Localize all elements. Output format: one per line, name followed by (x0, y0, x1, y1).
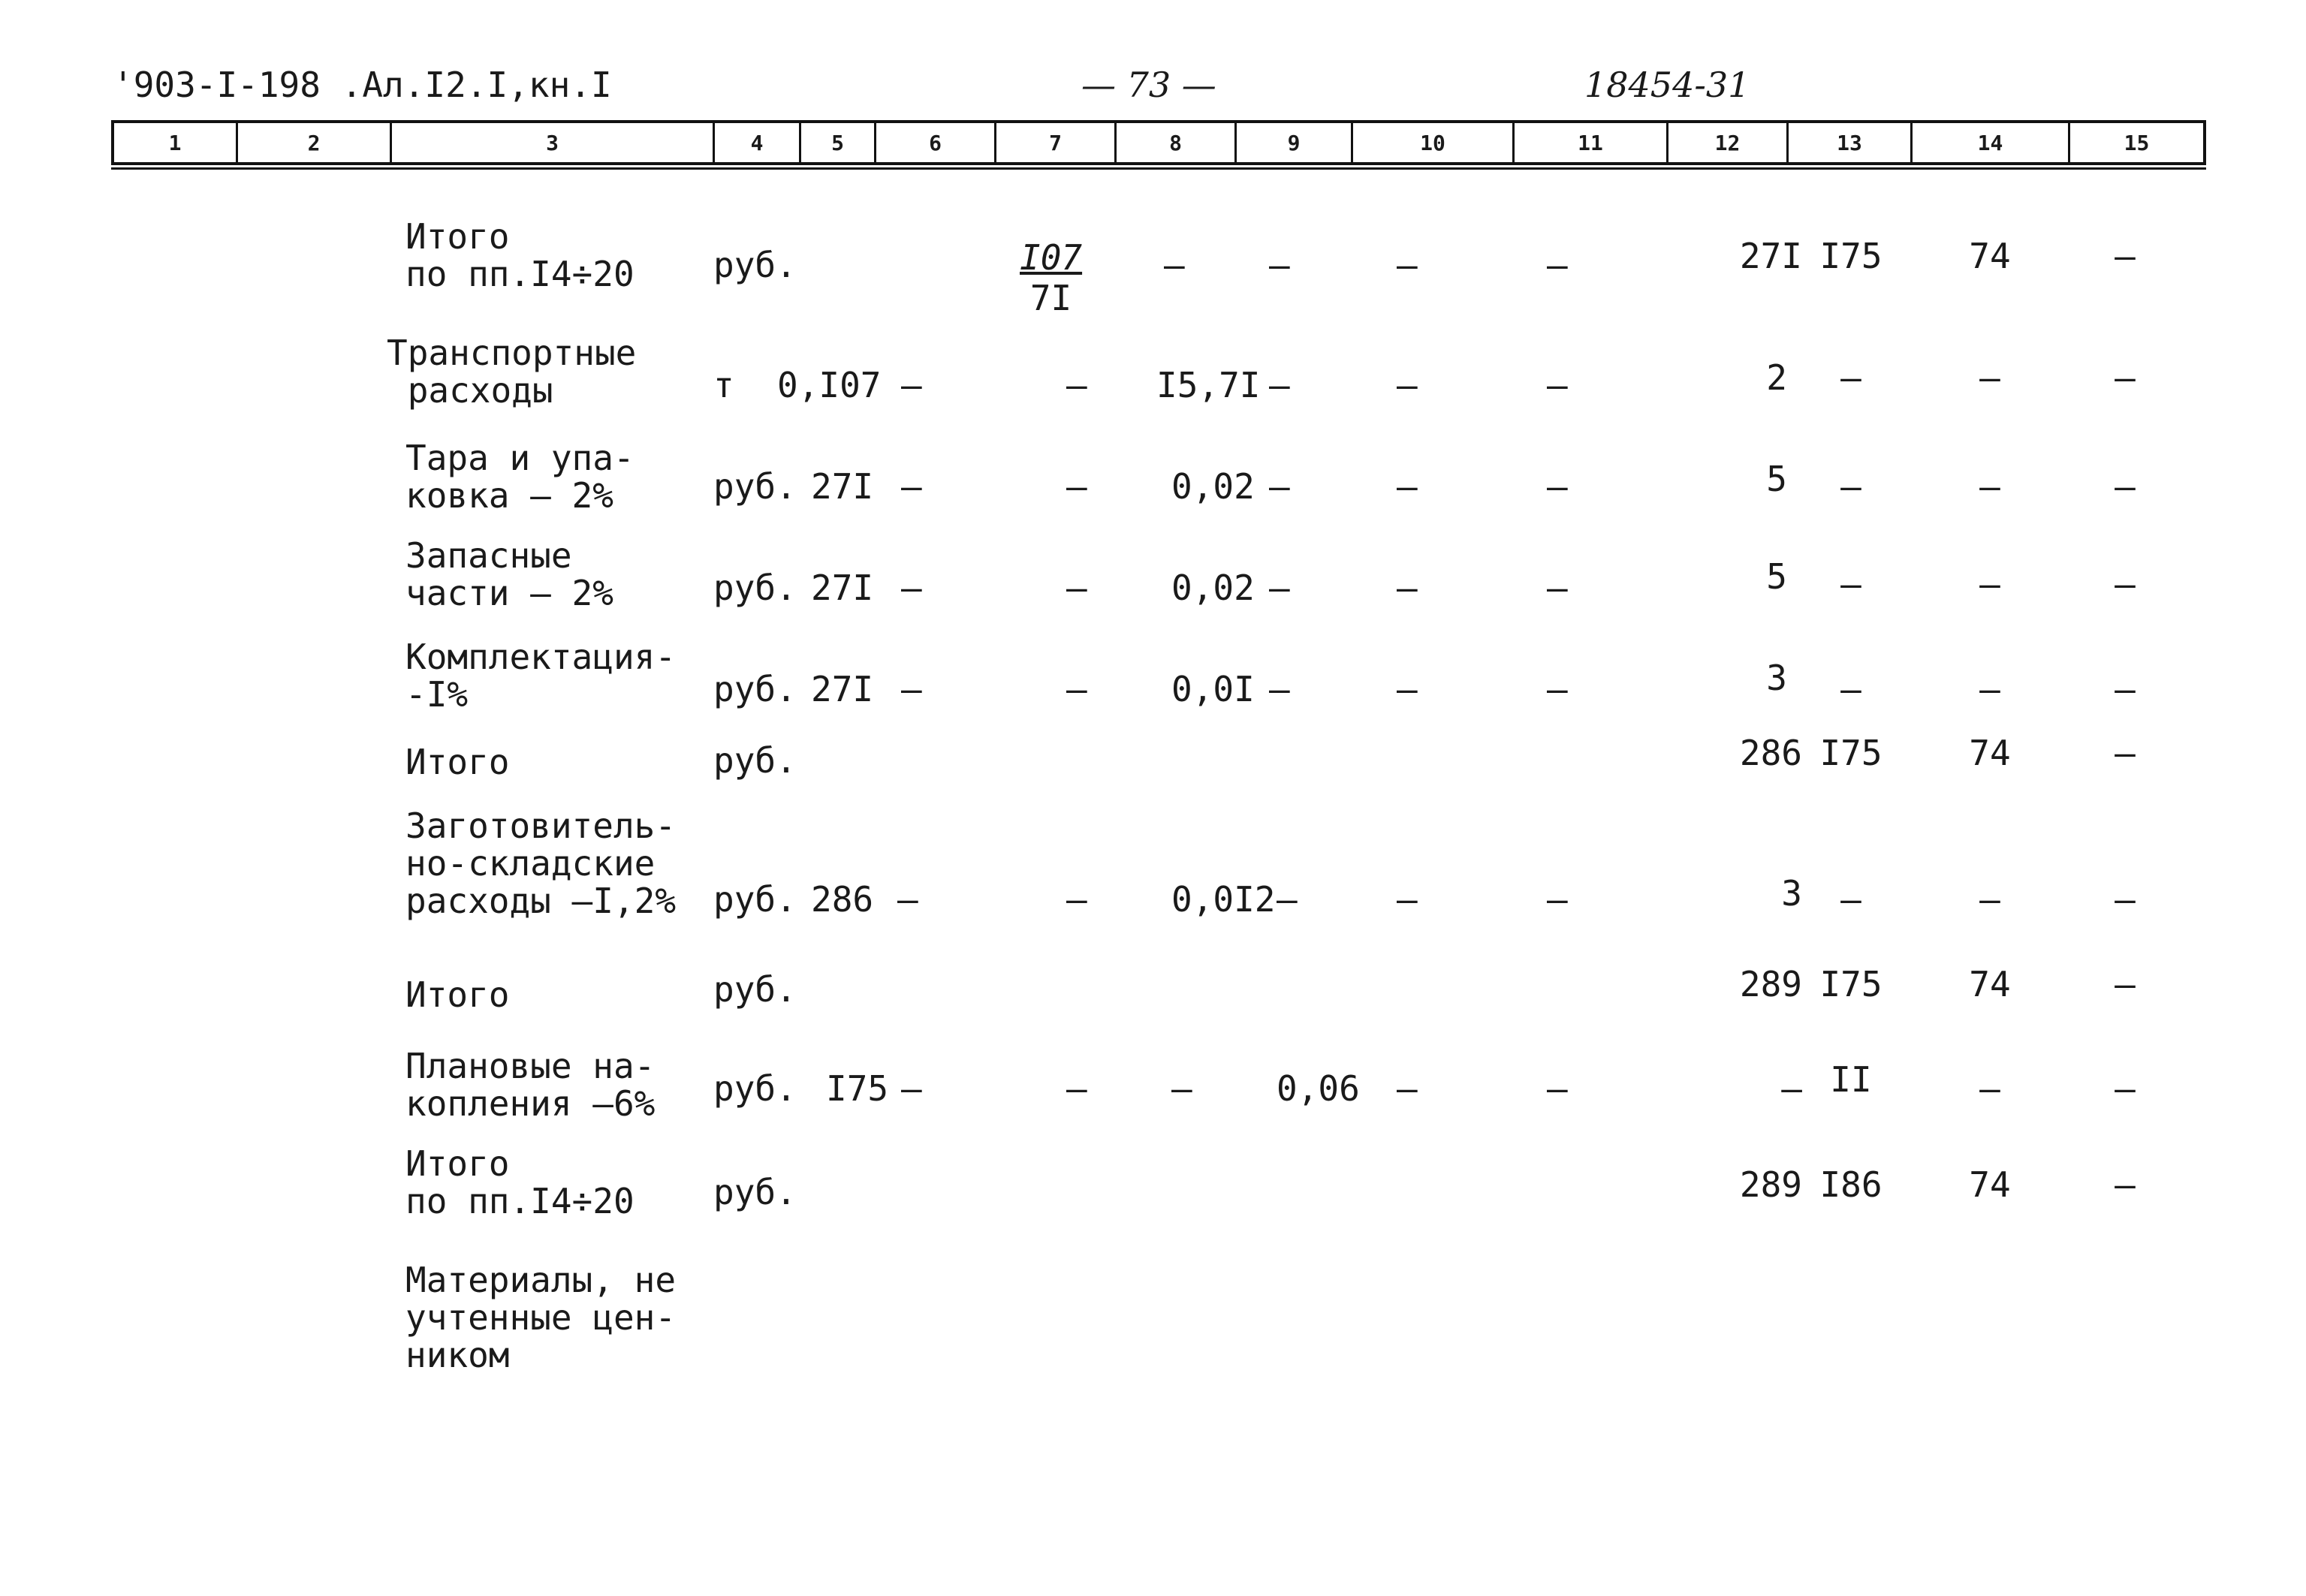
quantity: 0,I07 (777, 365, 882, 405)
unit: руб. (713, 969, 797, 1010)
col9-value: – (1269, 568, 1290, 608)
quantity: 286 (811, 879, 874, 920)
row-label: Комплектация- -I% (405, 637, 677, 715)
row-label: Итого по пп.I4÷20 (405, 1143, 635, 1221)
row-label: Материалы, не учтенные цен- ником (405, 1260, 677, 1375)
col5-value: – (901, 365, 922, 405)
col14-value: – (1979, 669, 2000, 709)
column-header: 1 (114, 123, 238, 162)
col11-value: – (1547, 568, 1568, 608)
col5-value: – (901, 669, 922, 709)
col12-value: 2 (1766, 357, 1787, 398)
col13-value: I75 (1819, 733, 1882, 773)
col13-value: – (1840, 466, 1861, 507)
col5-value: – (897, 879, 918, 920)
col14-value: 74 (1969, 1164, 2011, 1205)
column-header: 8 (1117, 123, 1237, 162)
col11-value: – (1547, 365, 1568, 405)
row-label: Тара и упа- ковка – 2% (405, 438, 635, 516)
col12-value: 286 (1739, 733, 1802, 773)
col7-value: – (1066, 365, 1087, 405)
col11-value: – (1547, 1068, 1568, 1109)
row-label: Итого (405, 742, 510, 782)
col10-value: – (1397, 1068, 1418, 1109)
col12-value: 3 (1766, 658, 1787, 698)
unit: руб. (713, 1068, 797, 1109)
col13-value: I86 (1819, 1164, 1882, 1205)
column-header: 12 (1668, 123, 1789, 162)
col8-value: 0,0I2 (1171, 879, 1276, 920)
col13-value: – (1840, 564, 1861, 604)
unit: руб. (713, 879, 797, 920)
column-header: 14 (1913, 123, 2070, 162)
column-header-row (111, 120, 2206, 165)
col13-value: – (1840, 357, 1861, 398)
unit: руб. (713, 466, 797, 507)
col15-value: – (2115, 964, 2136, 1004)
col12-value: 5 (1766, 556, 1787, 597)
page-number: — 73 — (1081, 65, 1216, 105)
col10-value: – (1397, 669, 1418, 709)
document-code: '903-I-198 .Ал.I2.I,кн.I (113, 65, 612, 105)
col8-value: – (1164, 245, 1185, 285)
row-label: Плановые на- копления –6% (405, 1046, 656, 1124)
unit: руб. (713, 568, 797, 608)
col12-value: 289 (1739, 1164, 1802, 1205)
column-header: 6 (876, 123, 996, 162)
fraction-value (1020, 237, 1082, 318)
col14-value: – (1979, 879, 2000, 920)
col11-value: – (1547, 466, 1568, 507)
quantity: 27I (811, 669, 874, 709)
fraction-numerator: I07 (1020, 237, 1083, 278)
col8-value: I5,7I (1156, 365, 1261, 405)
col12-value: – (1781, 1068, 1802, 1109)
col12-value: 3 (1781, 873, 1802, 914)
col12-value: 27I (1739, 236, 1802, 276)
row-label: Запасные части – 2% (405, 535, 613, 613)
unit: руб. (713, 1172, 797, 1212)
col8-value: 0,02 (1171, 568, 1255, 608)
column-header: 13 (1789, 123, 1913, 162)
col10-value: – (1397, 245, 1418, 285)
col5-value: – (901, 568, 922, 608)
col15-value: – (2115, 669, 2136, 709)
col9-value: – (1277, 879, 1298, 920)
col8-value: – (1171, 1068, 1192, 1109)
unit: т (713, 365, 734, 405)
column-header: 4 (715, 123, 801, 162)
unit: руб. (713, 669, 797, 709)
col8-value: 0,0I (1171, 669, 1255, 709)
col14-value: 74 (1969, 964, 2011, 1004)
col13-value: – (1840, 879, 1861, 920)
col9-value: 0,06 (1277, 1068, 1360, 1109)
row-label: Итого по пп.I4÷20 (405, 216, 635, 294)
col9-value: – (1269, 466, 1290, 507)
col5-value: – (901, 466, 922, 507)
col15-value: – (2115, 879, 2136, 920)
col11-value: – (1547, 669, 1568, 709)
col7-value: – (1066, 669, 1087, 709)
col8-value: 0,02 (1171, 466, 1255, 507)
col10-value: – (1397, 365, 1418, 405)
unit: руб. (713, 245, 797, 285)
row-label: Итого (405, 974, 510, 1015)
col15-value: – (2115, 733, 2136, 773)
col9-value: – (1269, 365, 1290, 405)
col7-value: – (1066, 1068, 1087, 1109)
col13-value: I75 (1819, 236, 1882, 276)
col14-value: 74 (1969, 733, 2011, 773)
column-header: 5 (801, 123, 876, 162)
col10-value: – (1397, 568, 1418, 608)
col9-value: – (1269, 245, 1290, 285)
col7-value: – (1066, 879, 1087, 920)
col13-value: II (1830, 1059, 1872, 1100)
fraction-denominator: 7I (1029, 278, 1072, 318)
col7-value: – (1066, 568, 1087, 608)
row-label: Транспортные расходы (387, 333, 637, 411)
col14-value: – (1979, 1068, 2000, 1109)
col14-value: 74 (1969, 236, 2011, 276)
column-header: 11 (1515, 123, 1668, 162)
col14-value: – (1979, 466, 2000, 507)
col15-value: – (2115, 236, 2136, 276)
col15-value: – (2115, 1068, 2136, 1109)
unit: руб. (713, 740, 797, 781)
col15-value: – (2115, 1164, 2136, 1205)
column-header: 7 (996, 123, 1117, 162)
quantity: 27I (811, 568, 874, 608)
col12-value: 289 (1739, 964, 1802, 1004)
col11-value: – (1547, 245, 1568, 285)
col9-value: – (1269, 669, 1290, 709)
col13-value: – (1840, 669, 1861, 709)
column-header: 3 (392, 123, 715, 162)
quantity: I75 (826, 1068, 889, 1109)
quantity: 27I (811, 466, 874, 507)
col15-value: – (2115, 466, 2136, 507)
document-number: 18454-31 (1584, 65, 1750, 105)
column-header: 15 (2124, 130, 2150, 155)
col12-value: 5 (1766, 459, 1787, 499)
col15-value: – (2115, 564, 2136, 604)
column-header: 10 (1353, 123, 1515, 162)
row-label: Заготовитель- но-складские расходы –I,2% (405, 806, 677, 921)
col10-value: – (1397, 879, 1418, 920)
col13-value: I75 (1819, 964, 1882, 1004)
col10-value: – (1397, 466, 1418, 507)
col7-value: – (1066, 466, 1087, 507)
col11-value: – (1547, 879, 1568, 920)
col5-value: – (901, 1068, 922, 1109)
column-header: 9 (1237, 123, 1353, 162)
column-header: 2 (238, 123, 392, 162)
col14-value: – (1979, 357, 2000, 398)
col14-value: – (1979, 564, 2000, 604)
col15-value: – (2115, 357, 2136, 398)
